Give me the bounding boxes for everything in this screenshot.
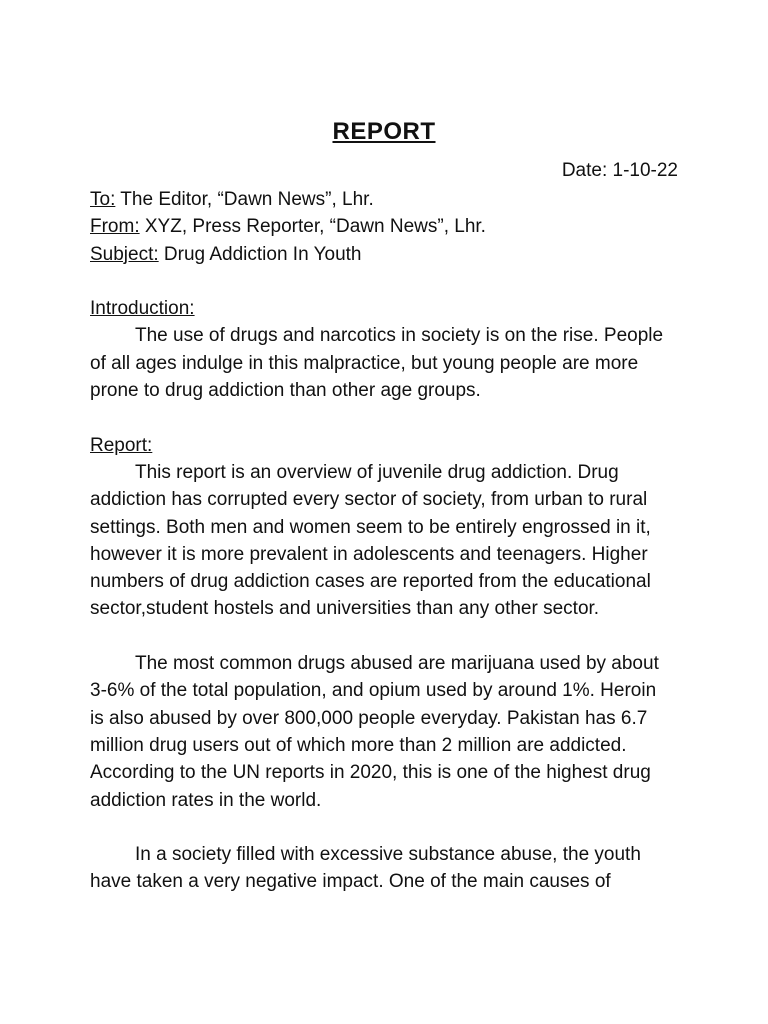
introduction-heading: Introduction: <box>90 298 195 320</box>
spacer <box>90 623 690 650</box>
subject-label: Subject: <box>90 243 159 265</box>
spacer <box>90 404 690 431</box>
from-label: From: <box>90 216 140 238</box>
report-paragraph-3: In a society filled with excessive substance abuse, the youth have taken a very negative impact. One of the main causes of <box>90 844 641 893</box>
from-value: XYZ, Press Reporter, “Dawn News”, Lhr. <box>139 216 486 238</box>
to-label: To: <box>90 189 116 210</box>
report-paragraph-2: The most common drugs abused are marijuana used by about 3-6% of the total population, and opium used by around 1%. Heroin is also abused by over 800,000 people everyday. Pakistan has 6.7 million drug users out of which more than 2 million are addicted. According to the UN reports in 2020, this is one of the highest drug addiction rates in the world. <box>90 653 659 811</box>
introduction-paragraph: The use of drugs and narcotics in society is on the rise. People of all ages indulge in this malpractice, but young people are more prone to drug addiction than other age groups. <box>90 325 664 402</box>
to-value: The Editor, “Dawn News”, Lhr. <box>115 189 374 210</box>
spacer <box>90 814 690 841</box>
document-title: REPORT <box>332 118 436 145</box>
subject-value: Drug Addiction In Youth <box>158 243 362 265</box>
report-date: Date: 1-10-22 <box>561 160 678 181</box>
spacer <box>90 268 690 295</box>
report-heading: Report: <box>90 434 153 456</box>
subject-line <box>90 241 690 268</box>
to-line <box>90 186 690 213</box>
report-paragraph-1: This report is an overview of juvenile drug addiction. Drug addiction has corrupted every sector of society, from urban to rural settings. Both men and women seem to be entirely engrossed in it, however it is more prevalent in adolescents and teenagers. Higher numbers of drug addiction cases are reported from the educational sector,student hostels and universities than any other sector. <box>90 461 651 620</box>
document-body <box>90 186 690 896</box>
from-line <box>90 213 690 240</box>
